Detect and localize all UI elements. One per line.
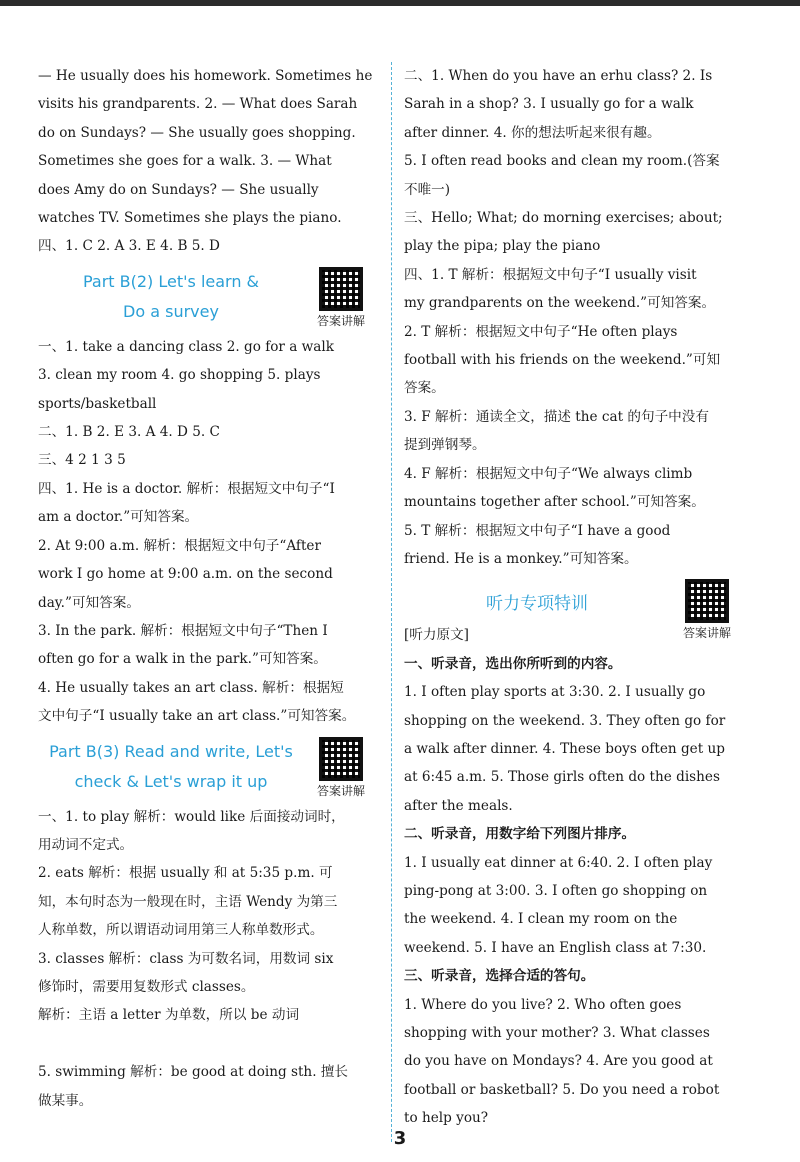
section-header-part-b3 (38, 737, 378, 799)
text-line: watches TV. Sometimes she plays the piano. (38, 210, 342, 227)
text-line: 四、1. He is a doctor. 解析：根据短文中句子“I (38, 480, 335, 497)
text-line: — He usually does his homework. Sometimes he (38, 68, 373, 84)
qr-caption: 答案讲解 (316, 783, 365, 798)
text-line: shopping on the weekend. 3. They often go for (404, 712, 726, 729)
text-line: 用动词不定式。 (38, 836, 134, 853)
text-line: work I go home at 9:00 a.m. on the second (38, 566, 333, 583)
text-line: 一、1. to play 解析：would like 后面接动词时， (38, 808, 345, 825)
text-line: visits his grandparents. 2. — What does Sarah (38, 96, 358, 113)
text-line: 2. At 9:00 a.m. 解析：根据短文中句子“After (38, 537, 321, 554)
section-title-line: Part B(3) Read and write, Let's (49, 741, 293, 761)
text-line: day.”可知答案。 (38, 594, 140, 611)
qr-code-block[interactable] (670, 579, 744, 641)
top-edge-bar (0, 0, 800, 6)
text-line: 1. I usually eat dinner at 6:40. 2. I often play (404, 854, 713, 871)
left-column (38, 62, 378, 1115)
text-line: ping-pong at 3:00. 3. I often go shopping on (404, 882, 708, 899)
listening-part2-heading: 二、听录音，用数字给下列图片排序。 (404, 826, 636, 843)
text-line: 3. F 解析：通读全文，描述 the cat 的句子中没有 (404, 408, 709, 425)
text-line: Sarah in a shop? 3. I usually go for a walk (404, 96, 694, 113)
text-line: 三、4 2 1 3 5 (38, 452, 126, 469)
text-line: does Amy do on Sundays? — She usually (38, 181, 319, 198)
qr-code-block[interactable] (304, 737, 378, 799)
text-line: 二、1. B 2. E 3. A 4. D 5. C (38, 424, 220, 441)
text-line: to help you? (404, 1110, 489, 1127)
text-line: 知，本句时态为一般现在时，主语 Wendy 为第三 (38, 893, 338, 910)
text-line: do on Sundays? — She usually goes shopping. (38, 124, 356, 141)
listening-part1-heading: 一、听录音，选出你所听到的内容。 (404, 655, 622, 672)
qr-caption: 答案讲解 (316, 313, 365, 328)
right-column (404, 62, 744, 1133)
text-line: play the pipa; play the piano (404, 238, 601, 255)
text-line: 四、1. T 解析：根据短文中句子“I usually visit (404, 266, 697, 283)
section-title-line: Part B(2) Let's learn & (82, 271, 260, 291)
text-line: 2. eats 解析：根据 usually 和 at 5:35 p.m. 可 (38, 865, 333, 882)
text-line: 做某事。 (38, 1092, 93, 1109)
text-line: 1. Where do you live? 2. Who often goes (404, 996, 682, 1013)
qr-code-icon[interactable] (319, 267, 363, 311)
listening-title: 听力专项特训 (486, 594, 588, 615)
qr-code-icon[interactable] (685, 579, 729, 623)
text-line: 修饰时，需要用复数形式 classes。 (38, 978, 255, 995)
qr-code-block[interactable] (304, 267, 378, 329)
text-line: 5. I often read books and clean my room.(答案 (404, 153, 720, 170)
text-line: my grandparents on the weekend.”可知答案。 (404, 295, 716, 312)
text-line: football or basketball? 5. Do you need a robot (404, 1081, 720, 1098)
section-body-part-b2 (38, 333, 378, 731)
text-line: often go for a walk in the park.”可知答案。 (38, 651, 327, 668)
qr-caption: 答案讲解 (682, 626, 731, 641)
text-line: 5. T 解析：根据短文中句子“I have a good (404, 522, 671, 539)
text-line: 三、Hello; What; do morning exercises; about; (404, 210, 723, 227)
text-line: 3. clean my room 4. go shopping 5. plays (38, 367, 321, 384)
text-line (38, 1030, 378, 1058)
section-header-part-b2 (38, 267, 378, 329)
section-title-line: check & Let's wrap it up (74, 771, 268, 791)
text-line: friend. He is a monkey.”可知答案。 (404, 550, 638, 567)
text-line: 3. classes 解析：class 为可数名词，用数词 six (38, 950, 334, 967)
text-line: mountains together after school.”可知答案。 (404, 494, 705, 511)
page-number: 3 (393, 1128, 407, 1149)
listening-part3-heading: 三、听录音，选择合适的答句。 (404, 968, 595, 985)
text-line: do you have on Mondays? 4. Are you good at (404, 1053, 713, 1070)
text-line: football with his friends on the weekend.”可知 (404, 352, 721, 369)
section-title (38, 267, 304, 327)
text-line: a walk after dinner. 4. These boys often get up (404, 740, 725, 757)
section-title-line: Do a survey (123, 301, 219, 321)
text-line: 解析：主语 a letter 为单数，所以 be 动词 (38, 1007, 300, 1024)
text-line: weekend. 5. I have an English class at 7:30. (404, 939, 707, 956)
listening-label: [听力原文] (404, 627, 469, 644)
text-line: sports/basketball (38, 395, 157, 412)
section-body-part-b3 (38, 803, 378, 1115)
text-line: 4. F 解析：根据短文中句子“We always climb (404, 465, 693, 482)
text-line: after dinner. 4. 你的想法听起来很有趣。 (404, 124, 661, 141)
answers-block (404, 62, 744, 573)
text-line: after the meals. (404, 797, 513, 814)
text-line: 5. swimming 解析：be good at doing sth. 擅长 (38, 1064, 349, 1081)
text-line: am a doctor.”可知答案。 (38, 509, 199, 526)
column-divider (391, 62, 392, 1142)
text-line: 一、1. take a dancing class 2. go for a walk (38, 338, 334, 355)
text-line: 答案。 (404, 380, 445, 397)
text-line: the weekend. 4. I clean my room on the (404, 911, 678, 928)
text-line: 四、1. C 2. A 3. E 4. B 5. D (38, 238, 220, 255)
text-line: 人称单数，所以谓语动词用第三人称单数形式。 (38, 922, 324, 939)
section-title (38, 737, 304, 797)
text-line: at 6:45 a.m. 5. Those girls often do the dishes (404, 769, 720, 786)
text-line: 提到弹钢琴。 (404, 437, 486, 454)
text-line: 1. I often play sports at 3:30. 2. I usually go (404, 684, 706, 701)
text-line: 不唯一) (404, 181, 451, 198)
text-line: 2. T 解析：根据短文中句子“He often plays (404, 323, 678, 340)
intro-block (38, 62, 378, 261)
text-line: 3. In the park. 解析：根据短文中句子“Then I (38, 622, 328, 639)
text-line: 4. He usually takes an art class. 解析：根据短 (38, 679, 344, 696)
qr-code-icon[interactable] (319, 737, 363, 781)
text-line: shopping with your mother? 3. What classes (404, 1025, 710, 1041)
text-line: 二、1. When do you have an erhu class? 2. Is (404, 68, 713, 84)
text-line: 文中句子“I usually take an art class.”可知答案。 (38, 708, 356, 725)
text-line: Sometimes she goes for a walk. 3. — What (38, 153, 332, 170)
